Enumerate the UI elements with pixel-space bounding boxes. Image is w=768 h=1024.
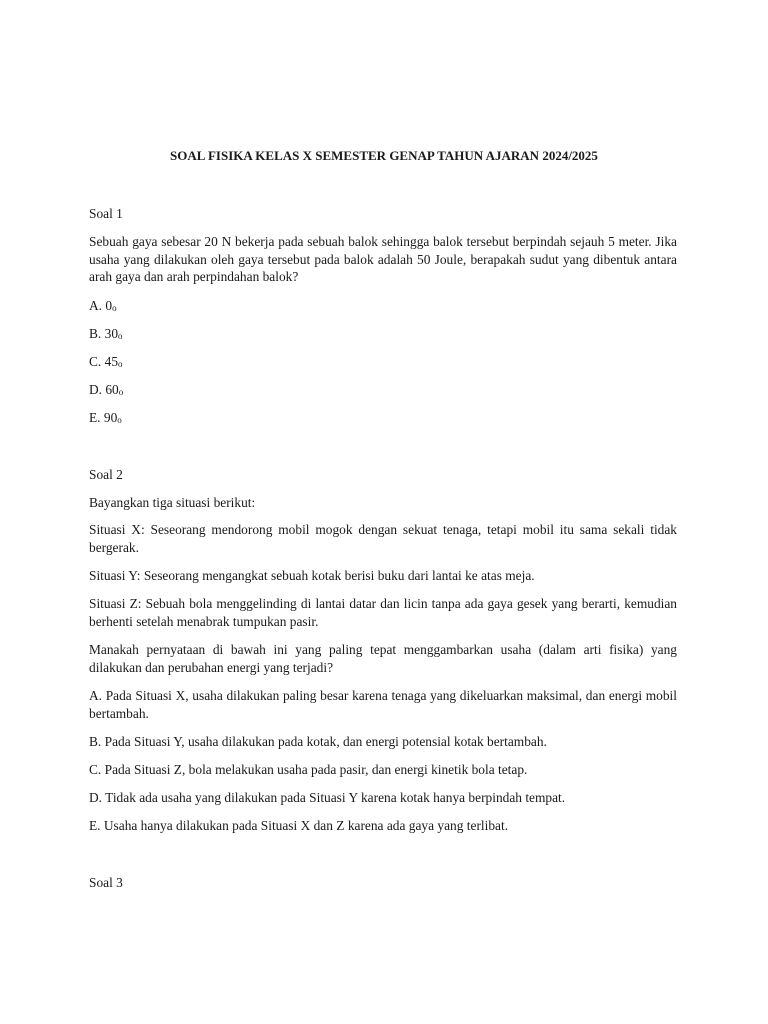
soal-1-option-e-text: E. 90 [89,410,118,425]
soal-1-option-a-text: A. 0 [89,298,113,313]
soal-1-option-a-block [89,297,677,318]
soal-2-option-e-block [89,817,677,835]
soal-3-heading: Soal 3 [89,875,123,890]
soal-2-option-d: D. Tidak ada usaha yang dilakukan pada Situasi Y karena kotak hanya berpindah tempat. [89,790,566,805]
soal-2-intro-block [89,494,677,512]
soal-2-situasi-y: Situasi Y: Seseorang mengangkat sebuah kotak berisi buku dari lantai ke atas meja. [89,568,535,583]
soal-2-option-c-block [89,761,677,779]
soal-2-situasi-x: Situasi X: Seseorang mendorong mobil mogok dengan sekuat tenaga, tetapi mobil itu sama sekali tidak bergerak. [89,522,677,555]
degree-symbol: o [118,387,124,397]
soal-2-heading-block [89,466,677,484]
degree-symbol: o [118,331,123,341]
soal-1-option-a [89,297,677,318]
soal-1-option-c-block [89,353,677,374]
soal-1-question-block [89,233,677,286]
soal-2-situasi-y-block [89,567,677,585]
soal-1-question: Sebuah gaya sebesar 20 N bekerja pada sebuah balok sehingga balok tersebut berpindah sejauh 5 meter. Jika usaha yang dilakukan oleh gaya tersebut pada balok adalah 50 Joule, berapakah sudut yang dibentuk antara arah gaya dan arah perpindahan balok? [89,234,677,284]
soal-2-situasi-z-block [89,595,677,630]
soal-2-option-b-block [89,733,677,751]
soal-1-option-d-text: D. 60 [89,382,119,397]
soal-1-option-d-block [89,381,677,402]
soal-2-situasi-x-block [89,521,677,556]
soal-2-question-block [89,641,677,676]
soal-2-option-e: E. Usaha hanya dilakukan pada Situasi X dan Z karena ada gaya yang terlibat. [89,818,509,833]
degree-symbol: o [118,359,123,369]
soal-1-option-b [89,325,677,346]
soal-2-question: Manakah pernyataan di bawah ini yang paling tepat menggambarkan usaha (dalam arti fisika) yang dilakukan dan perubahan energi yang terjadi? [89,642,677,675]
soal-1-option-b-block [89,325,677,346]
soal-2-option-b: B. Pada Situasi Y, usaha dilakukan pada kotak, dan energi potensial kotak bertambah. [89,734,547,749]
soal-2-heading: Soal 2 [89,467,123,482]
soal-1-heading: Soal 1 [89,206,123,221]
soal-2-situasi-z: Situasi Z: Sebuah bola menggelinding di lantai datar dan licin tanpa ada gaya gesek yang berarti, kemudian berhenti setelah menabrak tumpukan pasir. [89,596,677,629]
soal-1-option-e-block [89,409,677,430]
soal-1-option-e [89,409,677,430]
soal-1-option-c-text: C. 45 [89,354,119,369]
soal-2-option-a: A. Pada Situasi X, usaha dilakukan paling besar karena tenaga yang dikeluarkan maksimal, dan energi mobil bertambah. [89,688,677,721]
soal-1-option-d [89,381,677,402]
soal-2-option-d-block [89,789,677,807]
soal-3-heading-block [89,874,677,892]
soal-1-heading-block [89,205,677,223]
soal-1-option-b-text: B. 30 [89,326,119,341]
degree-symbol: o [112,303,117,313]
soal-2-option-a-block [89,687,677,722]
soal-2-intro: Bayangkan tiga situasi berikut: [89,495,256,510]
soal-2-option-c: C. Pada Situasi Z, bola melakukan usaha pada pasir, dan energi kinetik bola tetap. [89,762,528,777]
document-title: SOAL FISIKA KELAS X SEMESTER GENAP TAHUN AJARAN 2024/2025 [170,148,598,163]
degree-symbol: o [117,415,122,425]
soal-1-option-c [89,353,677,374]
